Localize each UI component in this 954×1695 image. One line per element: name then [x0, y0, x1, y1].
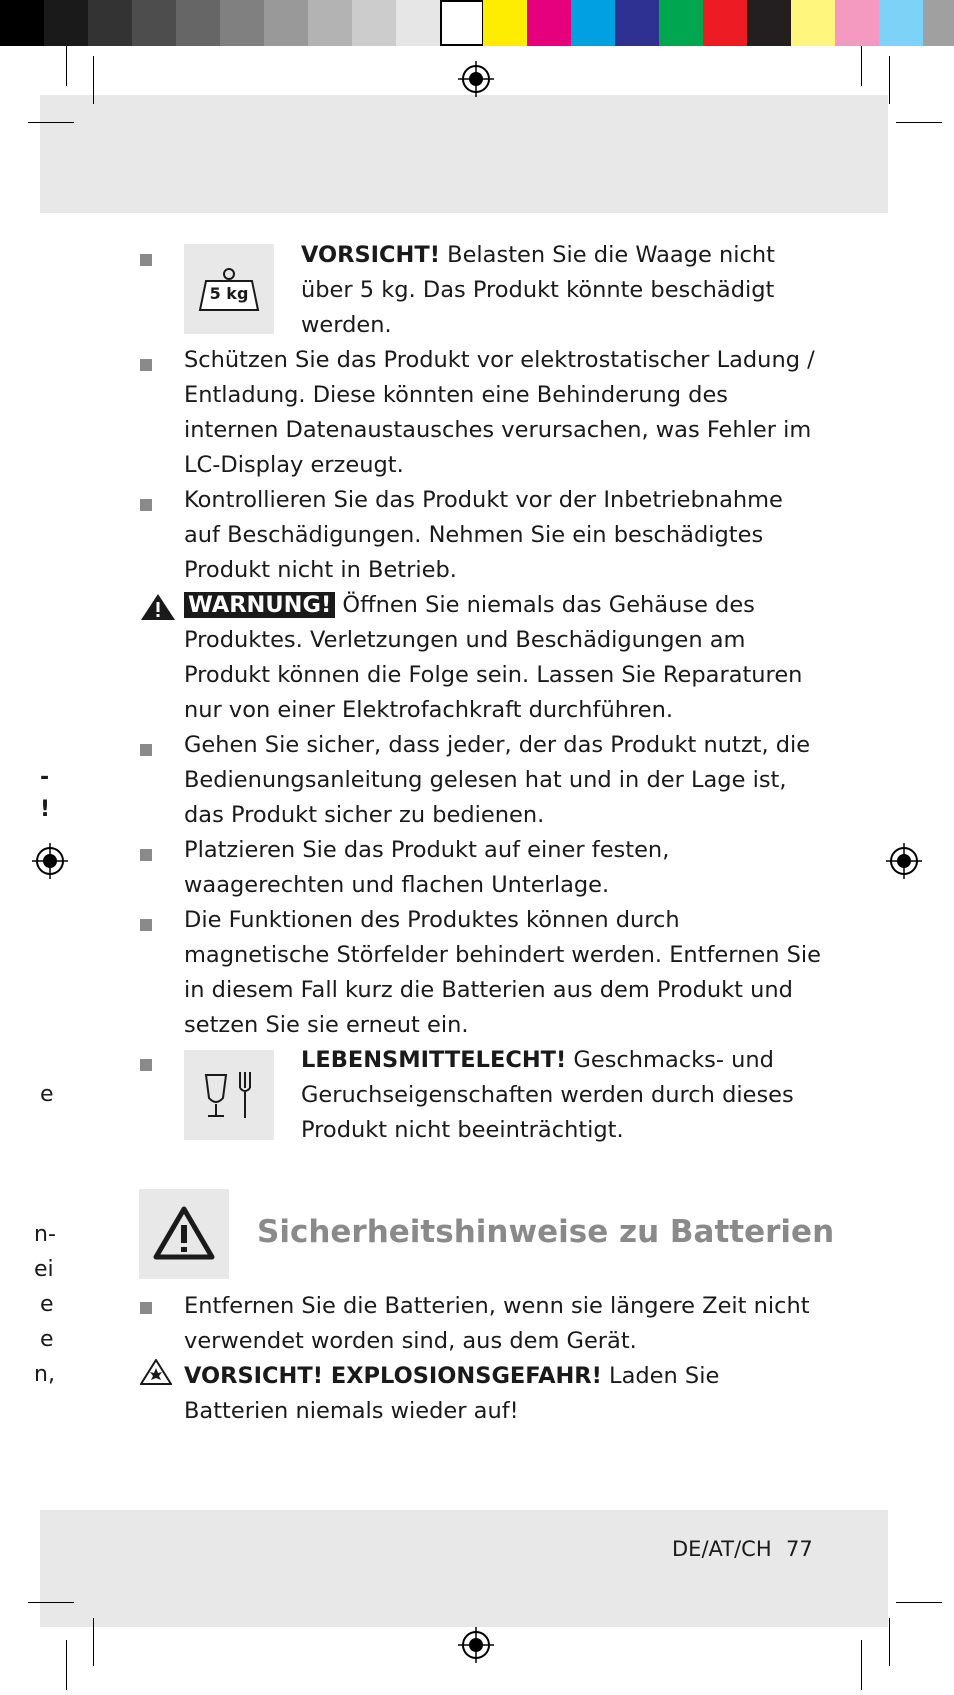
weight-icon-label: 5 kg: [209, 284, 249, 303]
crop-mark: [66, 1640, 67, 1690]
registration-mark-icon: [458, 61, 494, 97]
bullet-marker: [140, 254, 152, 266]
glass-fork-icon: [184, 1050, 274, 1140]
explosion-warning-icon: [140, 1359, 172, 1385]
crop-mark: [66, 46, 67, 86]
color-swatch: [791, 0, 835, 46]
explosion-caution-item: [184, 1359, 824, 1429]
explosion-caution-label: VORSICHT! EXPLOSIONSGEFAHR!: [184, 1363, 602, 1389]
edge-fragment: ei: [34, 1257, 54, 1282]
list-item: Kontrollieren Sie das Produkt vor der Inbetriebnahme auf Beschädigungen. Nehmen Sie ein beschädigtes Produkt nicht in Betrieb.: [184, 487, 783, 583]
color-swatch: [176, 0, 220, 46]
color-swatch: [703, 0, 747, 46]
crop-mark: [861, 46, 862, 86]
crop-mark: [896, 1602, 942, 1603]
color-swatch: [440, 0, 484, 46]
color-swatch: [264, 0, 308, 46]
edge-fragment: e: [40, 1082, 54, 1107]
color-swatch: [615, 0, 659, 46]
food-safe-item: [301, 1043, 826, 1148]
registration-mark-icon: [32, 843, 68, 879]
list-item: Entfernen Sie die Batterien, wenn sie längere Zeit nicht verwendet worden sind, aus dem Gerät.: [184, 1293, 810, 1354]
header-band: [40, 95, 888, 213]
color-swatch: [88, 0, 132, 46]
item-text: Öffnen Sie niemals das Gehäuse des Produktes. Verletzungen und Beschädigungen am Produkt können die Folge sein. Lassen Sie Reparaturen nur von einer Elektrofachkraft durchführen.: [184, 592, 803, 723]
color-swatch: [44, 0, 88, 46]
item-text: Belasten Sie die Waage nicht über 5 kg. Das Produkt könnte beschädigt werden.: [301, 242, 775, 338]
food-safe-icon-box: [184, 1050, 274, 1140]
color-swatch: [747, 0, 791, 46]
color-swatch: [132, 0, 176, 46]
food-safe-label: LEBENSMITTELECHT!: [301, 1047, 567, 1073]
footer-band: [40, 1510, 888, 1627]
bullet-marker: [140, 919, 152, 931]
color-swatch: [659, 0, 703, 46]
crop-mark: [28, 122, 74, 123]
caution-label: VORSICHT!: [301, 242, 440, 268]
edge-fragment: e: [40, 1292, 54, 1317]
item-text: Laden Sie Batterien niemals wieder auf!: [184, 1363, 720, 1424]
warning-open-housing-item: [184, 588, 824, 728]
edge-fragment: -: [40, 765, 50, 790]
edge-fragment: n,: [34, 1362, 55, 1387]
bullet-marker: [140, 744, 152, 756]
list-item: Gehen Sie sicher, dass jeder, der das Produkt nutzt, die Bedienungsanleitung gelesen hat und in der Lage ist, das Produkt sicher zu bedienen.: [184, 732, 811, 828]
crop-mark: [93, 56, 94, 104]
color-swatch: [835, 0, 879, 46]
crop-mark: [28, 1602, 74, 1603]
gray-calibration-bar: [0, 0, 484, 46]
caution-overload-item: [301, 238, 826, 343]
edge-fragment: !: [40, 797, 51, 822]
color-swatch: [220, 0, 264, 46]
warning-triangle-icon: [139, 1189, 229, 1279]
color-swatch: [923, 0, 954, 46]
color-calibration-bar: [483, 0, 954, 46]
bullet-marker: [140, 1302, 152, 1314]
weight-icon-box: [184, 244, 274, 334]
list-item: Schützen Sie das Produkt vor elektrostatischer Ladung / Entladung. Diese könnten eine Behinderung des internen Datenaustausches verursachen, was Fehler im LC-Display erzeugt.: [184, 347, 815, 478]
list-item: Die Funktionen des Produktes können durch magnetische Störfelder behindert werden. Entfernen Sie in diesem Fall kurz die Batterien aus dem Produkt und setzen Sie sie erneut ein.: [184, 907, 822, 1038]
edge-fragment: n-: [34, 1222, 56, 1247]
color-swatch: [879, 0, 923, 46]
footer-language-label: DE/AT/CH: [672, 1537, 772, 1561]
color-swatch: [352, 0, 396, 46]
bullet-marker: [140, 1059, 152, 1071]
page-number: 77: [786, 1537, 813, 1561]
crop-mark: [93, 1618, 94, 1666]
color-swatch: [571, 0, 615, 46]
crop-mark: [889, 1618, 890, 1666]
color-swatch: [527, 0, 571, 46]
warning-triangle-icon: [140, 593, 176, 621]
crop-mark: [896, 122, 942, 123]
warning-label: WARNUNG!: [184, 592, 335, 618]
color-swatch: [308, 0, 352, 46]
bullet-marker: [140, 359, 152, 371]
battery-warning-icon-box: [139, 1189, 229, 1279]
item-text: Geschmacks- und Geruchseigenschaften werden durch dieses Produkt nicht beeinträchtigt.: [301, 1047, 794, 1143]
registration-mark-icon: [886, 843, 922, 879]
crop-mark: [861, 1640, 862, 1690]
edge-fragment: e: [40, 1327, 54, 1352]
color-swatch: [396, 0, 440, 46]
list-item: Platzieren Sie das Produkt auf einer festen, waagerechten und flachen Unterlage.: [184, 837, 670, 898]
section-heading: Sicherheitshinweise zu Batterien: [257, 1214, 835, 1250]
bullet-marker: [140, 499, 152, 511]
bullet-marker: [140, 849, 152, 861]
registration-mark-icon: [458, 1627, 494, 1663]
crop-mark: [889, 56, 890, 104]
color-swatch: [0, 0, 44, 46]
color-swatch: [483, 0, 527, 46]
